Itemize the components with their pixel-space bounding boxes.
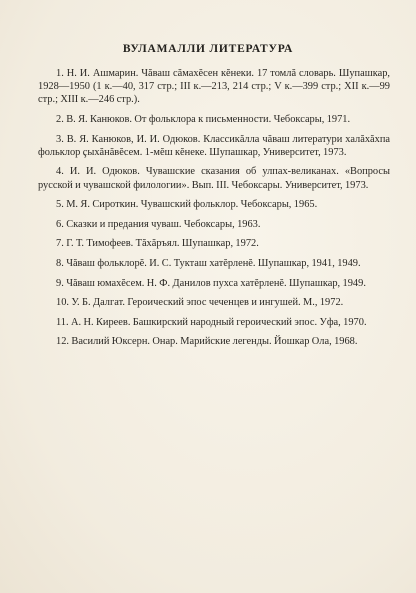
bibliography-entry: 8. Чăваш фольклорĕ. И. С. Тукташ хатĕрленĕ. Шупашкар, 1941, 1949.	[56, 257, 361, 269]
bibliography-entry: 6. Сказки и предания чуваш. Чебоксары, 1963.	[56, 218, 261, 230]
bibliography-entry: 1. Н. И. Ашмарин. Чăваш сăмахĕсен кĕнеки. 17 томлă словарь. Шупашкар, 1928—1950 (1 к.—40, 317 стр.; III к.—213, 214 стр.; V к.—399 стр.; XII к.—99 стр.; XIII к.—246 стр.).	[38, 68, 390, 106]
bibliography-entry: 4. И. И. Одюков. Чувашские сказания об улпах-великанах. «Вопросы русской и чувашской филологии». Вып. III. Чебоксары. Университет, 1973.	[38, 166, 390, 191]
bibliography-entry: 7. Г. Т. Тимофеев. Тăхăръял. Шупашкар, 1972.	[56, 238, 259, 250]
bibliography-entry: 2. В. Я. Канюков. От фольклора к письменности. Чебоксары, 1971.	[56, 114, 351, 125]
page-title: ВУЛАМАЛЛИ ЛИТЕРАТУРА	[122, 43, 294, 55]
bibliography-entry: 11. А. Н. Киреев. Башкирский народный героический эпос. Уфа, 1970.	[56, 316, 367, 328]
bibliography-entry: 5. М. Я. Сироткин. Чувашский фольклор. Чебоксары, 1965.	[56, 199, 318, 211]
bibliography-entry: 9. Чăваш юмахĕсем. Н. Ф. Данилов пухса хатĕрленĕ. Шупашкар, 1949.	[56, 277, 366, 289]
bibliography-entry: 3. В. Я. Канюков, И. И. Одюков. Классикăлла чăваш литератури халăхăхпа фольклор ҫыхăнăвĕсем. 1-мĕш кĕнеке. Шупашкар, Университет, 1973.	[38, 133, 390, 158]
bibliography-entry: 12. Василий Юксерн. Онар. Марийские легенды. Йошкар Ола, 1968.	[56, 336, 358, 348]
bibliography-list	[38, 67, 390, 355]
bibliography-entry: 10. У. Б. Далгат. Героический эпос чеченцев и ингушей. М., 1972.	[56, 297, 344, 309]
